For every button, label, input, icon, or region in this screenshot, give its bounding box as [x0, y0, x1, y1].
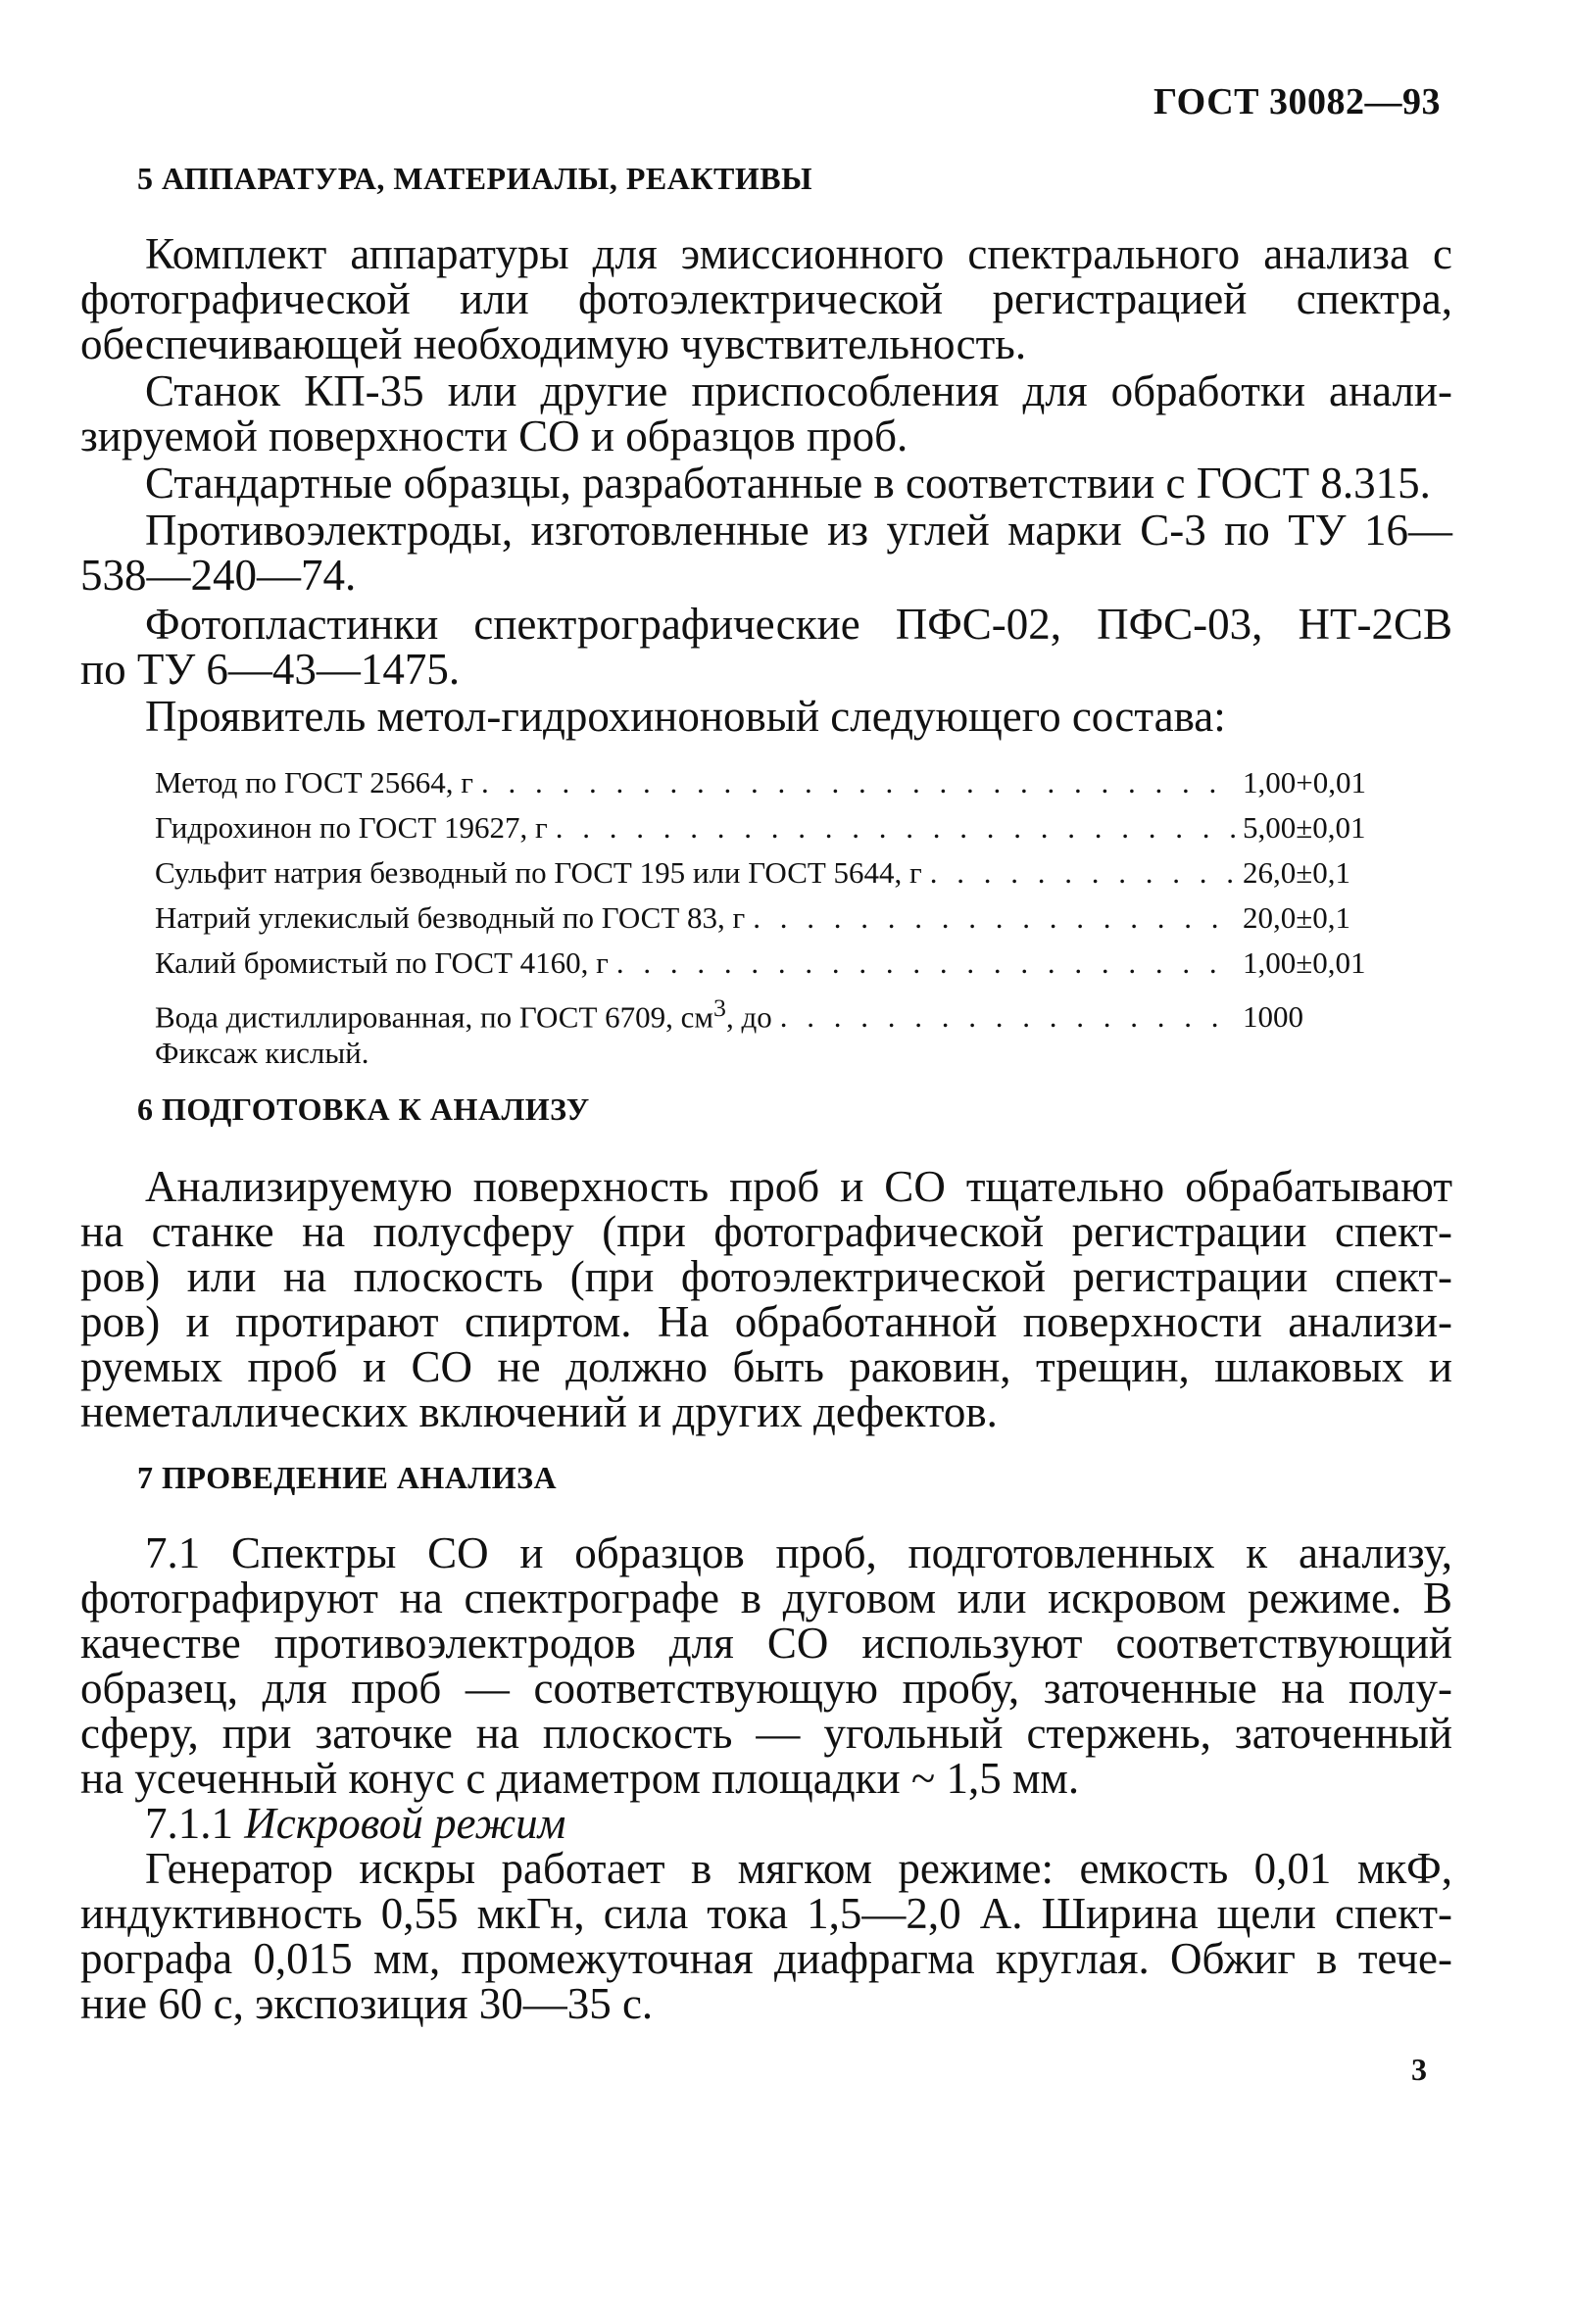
text-line: образец, для проб — соответствующую пробу, заточенные на полу-	[80, 1664, 1452, 1713]
text-line: по ТУ 6—43—1475.	[80, 645, 461, 694]
unit-superscript: 3	[713, 993, 726, 1022]
reagent-name-suffix: , до	[725, 999, 772, 1035]
section-5-paragraph-3	[80, 460, 1452, 506]
reagent-value: 26,0±0,1	[1243, 855, 1351, 890]
text-line: Проявитель метол-гидрохиноновый следующего состава:	[145, 692, 1226, 741]
reagent-name: Калий бромистый по ГОСТ 4160, г	[155, 945, 609, 980]
leader-dots	[753, 896, 1235, 941]
text-line: Стандартные образцы, разработанные в соответствии с ГОСТ 8.315.	[145, 459, 1431, 508]
leader-dots	[780, 994, 1235, 1040]
reagent-name: Натрий углекислый безводный по ГОСТ 83, г	[155, 900, 746, 935]
text-line: Генератор искры работает в мягком режиме: емкость 0,01 мкФ,	[145, 1844, 1452, 1893]
reagent-value: 5,00±0,01	[1243, 810, 1366, 845]
subsection-title: Искровой режим	[244, 1799, 566, 1848]
table-row	[155, 896, 1399, 941]
reagents-table	[155, 760, 1399, 1076]
text-line: индуктивность 0,55 мкГн, сила тока 1,5—2,0 А. Ширина щели спект-	[80, 1889, 1452, 1938]
text-line	[80, 1801, 1452, 1846]
text-line: рографа 0,015 мм, промежуточная диафрагма круглая. Обжиг в тече-	[80, 1934, 1452, 1983]
reagent-name-text: Вода дистиллированная, по ГОСТ 6709, см	[155, 999, 714, 1035]
text-line: Комплект аппаратуры для эмиссионного спектрального анализа с	[145, 229, 1452, 278]
table-row	[155, 986, 1399, 1035]
reagent-name: Гидрохинон по ГОСТ 19627, г	[155, 810, 548, 845]
text-line: руемых проб и СО не должно быть раковин, трещин, шлаковых и	[80, 1342, 1452, 1391]
reagent-value: 1000	[1243, 999, 1303, 1035]
section-6-heading: 6 ПОДГОТОВКА К АНАЛИЗУ	[137, 1091, 590, 1127]
text-line: Анализируемую поверхность проб и СО тщательно обрабатывают	[145, 1162, 1452, 1211]
text-line: фотографической или фотоэлектрической регистрацией спектра,	[80, 274, 1452, 323]
reagent-value: 20,0±0,1	[1243, 900, 1351, 935]
text-line: на усеченный конус с диаметром площадки ~ 1,5 мм.	[80, 1754, 1080, 1803]
text-line: зируемой поверхности СО и образцов проб.	[80, 412, 908, 460]
text-line: на станке на полусферу (при фотографической регистрации спект-	[80, 1207, 1452, 1256]
subsection-number: 7.1.1	[145, 1799, 233, 1848]
leader-dots	[930, 850, 1235, 896]
text-line: Фотопластинки спектрографические ПФС-02, ПФС-03, НТ-2СВ	[145, 600, 1452, 649]
text-line: ние 60 с, экспозиция 30—35 с.	[80, 1979, 654, 2028]
section-6-paragraph	[80, 1164, 1452, 1434]
table-row	[155, 850, 1399, 896]
text-line: сферу, при заточке на плоскость — угольный стержень, заточенный	[80, 1709, 1452, 1758]
section-5-paragraph-6	[80, 694, 1452, 739]
text-line: 538—240—74.	[80, 551, 357, 600]
reagent-name: Метод по ГОСТ 25664, г	[155, 765, 474, 799]
table-row	[155, 941, 1399, 986]
fixage-line: Фиксаж кислый.	[155, 1036, 369, 1070]
paragraph-7-1-1	[80, 1846, 1452, 2026]
text-line: Противоэлектроды, изготовленные из углей марки С-3 по ТУ 16—	[145, 506, 1452, 555]
text-line: 7.1 Спектры СО и образцов проб, подготовленных к анализу,	[145, 1528, 1452, 1577]
leader-dots	[556, 805, 1235, 850]
leader-dots	[481, 760, 1235, 805]
section-7-heading: 7 ПРОВЕДЕНИЕ АНАЛИЗА	[137, 1460, 558, 1495]
text-line: ров) или на плоскость (при фотоэлектрической регистрации спект-	[80, 1252, 1452, 1301]
text-line: неметаллических включений и других дефектов.	[80, 1387, 998, 1436]
section-5-heading: 5 АППАРАТУРА, МАТЕРИАЛЫ, РЕАКТИВЫ	[137, 161, 813, 196]
table-row	[155, 805, 1399, 850]
section-5-paragraph-4	[80, 508, 1452, 598]
document-code: ГОСТ 30082—93	[1153, 81, 1441, 122]
text-line: обеспечивающей необходимую чувствительность.	[80, 319, 1027, 368]
text-line: качестве противоэлектродов для СО используют соответствующий	[80, 1619, 1452, 1668]
section-5-paragraph-2	[80, 368, 1452, 459]
section-5-paragraph-1	[80, 231, 1452, 366]
text-line: фотографируют на спектрографе в дуговом или искровом режиме. В	[80, 1574, 1452, 1622]
reagent-value: 1,00±0,01	[1243, 945, 1366, 980]
paragraph-7-1	[80, 1530, 1452, 1801]
reagent-name: Сульфит натрия безводный по ГОСТ 195 или ГОСТ 5644, г	[155, 855, 922, 890]
leader-dots	[616, 941, 1235, 986]
text-line: Станок КП-35 или другие приспособления для обработки анали-	[145, 366, 1452, 415]
section-5-paragraph-5	[80, 602, 1452, 692]
page-number: 3	[1411, 2052, 1427, 2087]
reagent-value: 1,00+0,01	[1243, 765, 1366, 799]
subsection-7-1-1-title	[80, 1801, 1452, 1846]
text-line: ров) и протирают спиртом. На обработанной поверхности анализи-	[80, 1297, 1452, 1346]
table-row	[155, 760, 1399, 805]
